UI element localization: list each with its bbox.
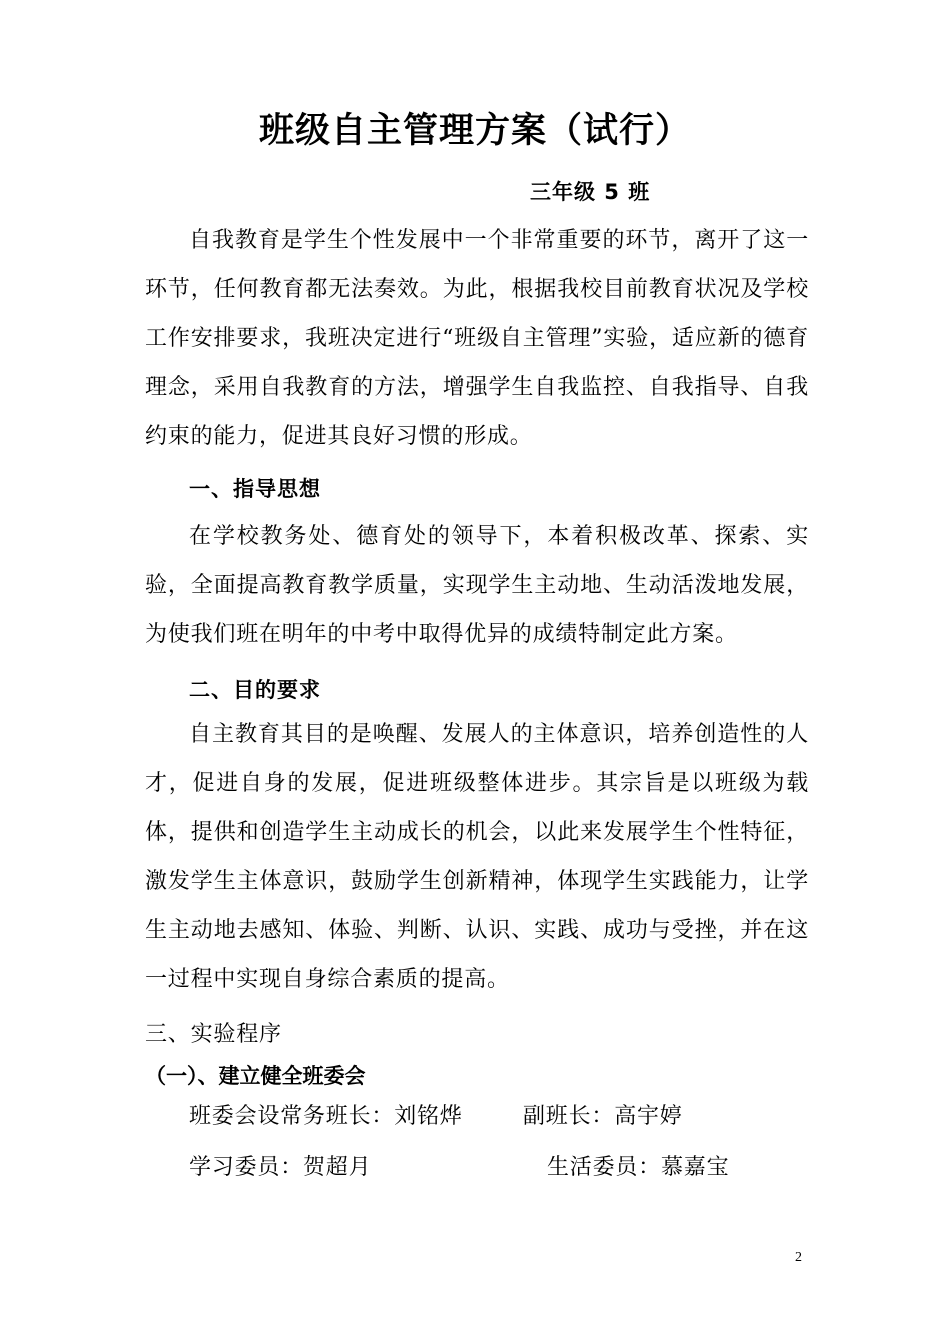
section1-paragraph: 在学校教务处、德育处的领导下，本着积极改革、探索、实验，全面提高教育教学质量，实现学生主动地、生动活泼地发展，为使我们班在明年的中考中取得优异的成绩特制定此方案。 <box>145 524 809 647</box>
section1-heading: 一、指导思想 <box>189 477 321 501</box>
role-monitor: 班委会设常务班长：刘铭烨 <box>189 1104 463 1129</box>
section3-sub1-heading: （一）、建立健全班委会 <box>145 1064 366 1088</box>
section2-paragraph: 自主教育其目的是唤醒、发展人的主体意识，培养创造性的人才，促进自身的发展，促进班级整体进步。其宗旨是以班级为载体，提供和创造学生主动成长的机会，以此来发展学生个性特征，激发学生主体意识，鼓励学生创新精神，体现学生实践能力，让学生主动地去感知、体验、判断、认识、实践、成功与受挫，并在这一过程中实现自身综合素质的提高。 <box>145 722 809 992</box>
class-label: 三年级 5 班 <box>530 180 651 204</box>
role-vice-monitor: 副班长：高宇婷 <box>523 1104 683 1129</box>
page-number: 2 <box>795 1250 802 1265</box>
section2-heading: 二、目的要求 <box>189 678 321 702</box>
role-life: 生活委员：慕嘉宝 <box>547 1155 730 1180</box>
section3-heading: 三、实验程序 <box>145 1022 282 1047</box>
intro-paragraph: 自我教育是学生个性发展中一个非常重要的环节，离开了这一环节，任何教育都无法奏效。为此，根据我校目前教育状况及学校工作安排要求，我班决定进行“班级自主管理”实验，适应新的德育理念，采用自我教育的方法，增强学生自我监控、自我指导、自我约束的能力，促进其良好习惯的形成。 <box>145 228 809 449</box>
document-title: 班级自主管理方案（试行） <box>258 111 691 151</box>
role-study: 学习委员：贺超月 <box>189 1155 372 1180</box>
